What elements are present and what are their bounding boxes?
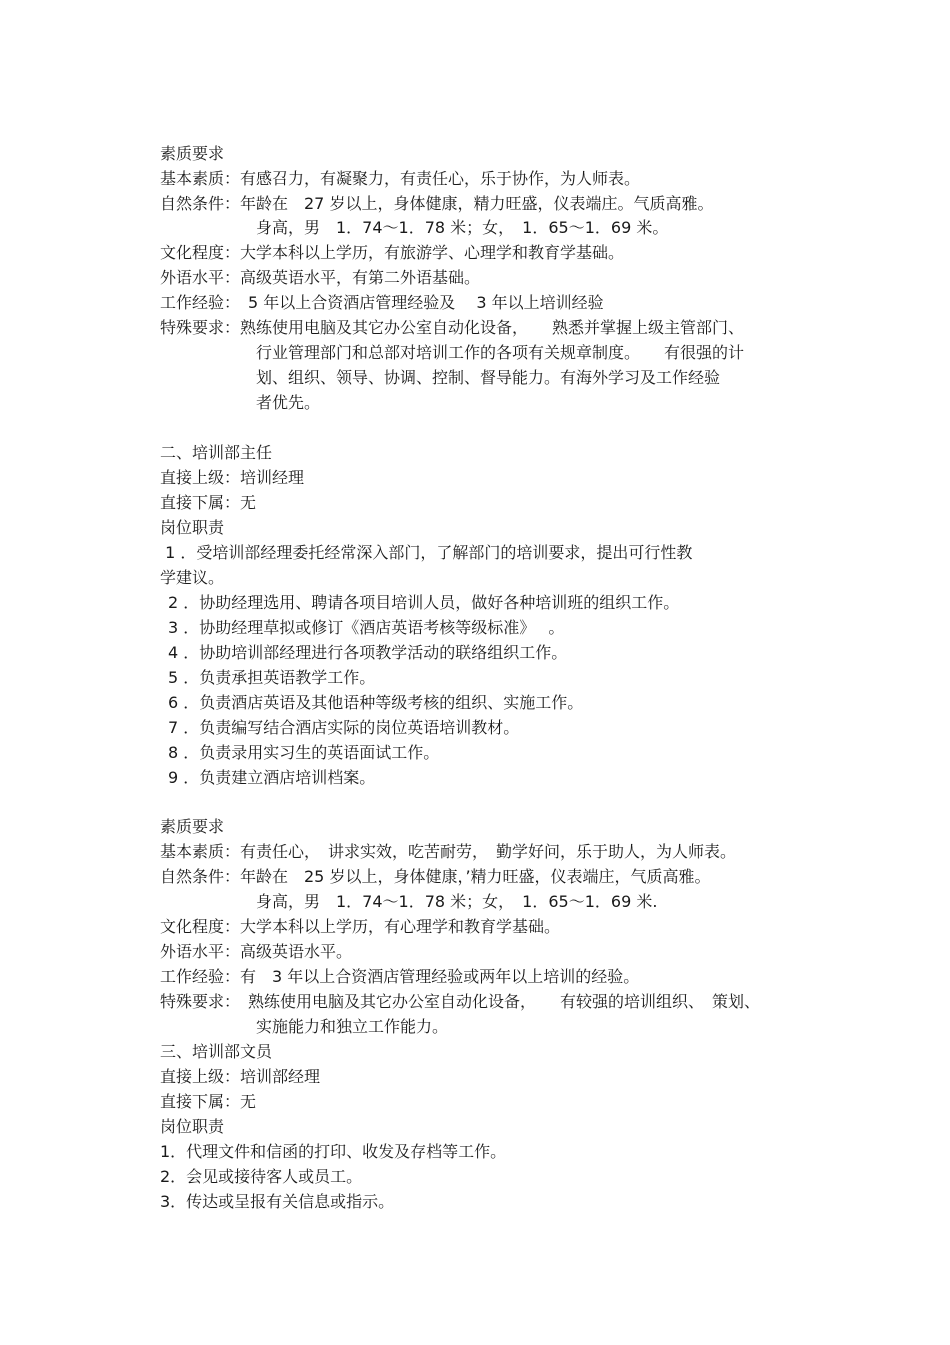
special-requirements-line: 实施能力和独立工作能力。 [256,1017,449,1036]
duty-item: 2．会见或接待客人或员工。 [160,1167,363,1186]
basic-quality-line: 基本素质：有责任心， 讲求实效，吃苦耐劳， 勤学好问，乐于助人，为人师表。 [160,842,737,861]
duty-item: 2 ．协助经理选用、聘请各项目培训人员，做好各种培训班的组织工作。 [168,593,680,612]
duty-item: 4 ．协助培训部经理进行各项教学活动的联络组织工作。 [168,643,568,662]
height-requirements-line: 身高，男 1．74～1．78 米；女， 1．65～1．69 米。 [256,218,669,237]
requirements-heading: 素质要求 [160,144,225,163]
duty-item: 5 ．负责承担英语教学工作。 [168,668,376,687]
section-title: 三、培训部文员 [160,1042,273,1061]
special-requirements-line: 特殊要求：熟练使用电脑及其它办公室自动化设备， 熟悉并掌握上级主管部门、 [160,318,745,337]
duty-item: 7 ．负责编写结合酒店实际的岗位英语培训教材。 [168,718,520,737]
duties-heading: 岗位职责 [160,518,225,537]
duty-item: 学建议。 [160,568,225,587]
duty-item: 1．代理文件和信函的打印、收发及存档等工作。 [160,1142,507,1161]
duty-item: 6 ．负责酒店英语及其他语种等级考核的组织、实施工作。 [168,693,584,712]
duty-item: 3．传达或呈报有关信息或指示。 [160,1192,395,1211]
experience-line: 工作经验： 5 年以上合资酒店管理经验及 3 年以上培训经验 [160,293,604,312]
experience-line: 工作经验：有 3 年以上合资酒店管理经验或两年以上培训的经验。 [160,967,640,986]
education-line: 文化程度：大学本科以上学历，有旅游学、心理学和教育学基础。 [160,243,625,262]
duties-heading: 岗位职责 [160,1117,225,1136]
duty-item: 3 ．协助经理草拟或修订《酒店英语考核等级标准》 。 [168,618,565,637]
natural-conditions-line: 自然条件：年龄在 25 岁以上，身体健康，’精力旺盛，仪表端庄，气质高雅。 [160,867,711,886]
requirements-heading: 素质要求 [160,817,225,836]
natural-conditions-line: 自然条件：年龄在 27 岁以上，身体健康，精力旺盛，仪表端庄。气质高雅。 [160,194,714,213]
duty-item: 9 ．负责建立酒店培训档案。 [168,768,376,787]
basic-quality-line: 基本素质：有感召力，有凝聚力，有责任心，乐于协作，为人师表。 [160,169,641,188]
height-requirements-line: 身高，男 1．74～1．78 米；女， 1．65～1．69 米. [256,892,658,911]
direct-subordinate-line: 直接下属：无 [160,493,257,512]
special-requirements-line: 特殊要求： 熟练使用电脑及其它办公室自动化设备， 有较强的培训组织、 策划、 [160,992,761,1011]
duty-item: 1 ．受培训部经理委托经常深入部门，了解部门的培训要求，提出可行性教 [160,543,693,562]
direct-superior-line: 直接上级：培训部经理 [160,1067,321,1086]
direct-superior-line: 直接上级：培训经理 [160,468,305,487]
language-line: 外语水平：高级英语水平。 [160,942,353,961]
language-line: 外语水平：高级英语水平，有第二外语基础。 [160,268,481,287]
duty-item: 8 ．负责录用实习生的英语面试工作。 [168,743,440,762]
direct-subordinate-line: 直接下属：无 [160,1092,257,1111]
section-title: 二、培训部主任 [160,443,273,462]
special-requirements-line: 者优先。 [256,393,321,412]
special-requirements-line: 行业管理部门和总部对培训工作的各项有关规章制度。 有很强的计 [256,343,745,362]
special-requirements-line: 划、组织、领导、协调、控制、督导能力。有海外学习及工作经验 [256,368,721,387]
education-line: 文化程度：大学本科以上学历，有心理学和教育学基础。 [160,917,561,936]
